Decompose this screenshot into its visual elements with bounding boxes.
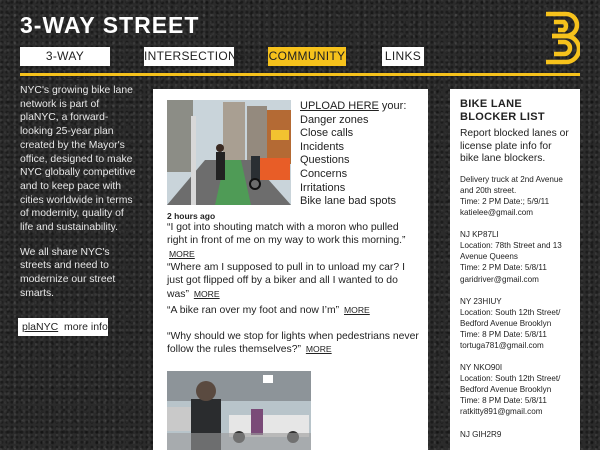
more-link[interactable]: MORE — [305, 344, 332, 355]
intro-paragraph: NYC's growing bike lane network is part of plaNYC, a forward-looking 25-year plan created by the Mayor's office, designed to make NYC globally competitive and to keep pace with cities worldwide in terms of modernity, quality of life and sustainability. — [20, 85, 136, 234]
report-line: Location: South 12th Street/ Bedford Avenue Brooklyn — [460, 307, 561, 328]
intro-paragraph: We all share NYC's streets and need to modernize our street smarts. — [20, 246, 116, 299]
community-feed-panel — [153, 89, 428, 450]
report-plate: NY 23HIUY — [460, 296, 502, 306]
more-link[interactable]: MORE — [193, 288, 220, 299]
upload-category: Questions — [300, 154, 350, 167]
blocker-list-title: BIKE LANE BLOCKER LIST — [460, 98, 545, 123]
blocker-report — [460, 429, 572, 440]
nav-3-way-street[interactable]: 3-WAY — [20, 47, 110, 66]
site-title: 3-WAY STREET — [20, 12, 200, 38]
report-line: Time: 8 PM Date: 5/8/11 — [460, 396, 547, 406]
more-link[interactable]: MORE — [169, 248, 195, 259]
blocker-report — [460, 362, 572, 417]
quote-text: “I got into shouting match with a moron who pulled right in front of me on my way to work this morning.” — [167, 222, 406, 247]
upload-suffix: your: — [378, 100, 407, 112]
quote-text: “A bike ran over my foot and now I’m” — [167, 305, 340, 316]
report-email[interactable]: ratkitty891@gmail.com — [460, 407, 543, 417]
more-info-label: more info — [64, 321, 108, 333]
nav-community[interactable]: COMMUNITY — [268, 47, 346, 66]
blocker-report — [460, 296, 572, 351]
report-line: Time: 2 PM Date:; 5/9/11 — [460, 196, 550, 206]
report-email[interactable]: tortuga781@gmail.com — [460, 341, 544, 350]
nav-intersections[interactable]: INTERSECTIONS — [144, 47, 234, 66]
blocker-report — [460, 174, 572, 218]
report-line: Delivery truck at 2nd Avenue and 20th street. — [460, 174, 563, 195]
upload-prompt — [300, 100, 422, 209]
upload-category: Bike lane bad spots — [300, 195, 397, 208]
quote-text: “Where am I supposed to pull in to unload my car? I just got flipped off by a biker and all I wanted to do was” — [167, 262, 405, 300]
upload-category: Danger zones — [300, 113, 369, 126]
planyc-brand: plaNYC — [22, 321, 59, 333]
nav-links[interactable]: LINKS — [382, 47, 424, 66]
intro-text — [20, 84, 138, 312]
post-timestamp: 2 hours ago — [167, 211, 216, 221]
blocker-report — [460, 229, 572, 284]
more-link[interactable]: MORE — [344, 305, 370, 315]
report-line: Location: South 12th Street/ Bedford Avenue Brooklyn — [460, 374, 561, 395]
quote-text: “Why should we stop for lights when pedestrians never follow the rules themselves?” — [167, 331, 419, 356]
street-photo — [167, 100, 291, 205]
report-line: Time: 2 PM Date: 5/8/11 — [460, 263, 547, 273]
report-line: Location: 78th Street and 13 Avenue Queens — [460, 241, 562, 262]
upload-category: Concerns — [300, 167, 348, 180]
street-photo — [167, 371, 311, 450]
upload-category: Irritations — [300, 181, 346, 194]
upload-here-link[interactable]: UPLOAD HERE — [300, 100, 379, 112]
report-line: Time: 8 PM Date: 5/8/11 — [460, 329, 547, 339]
report-email[interactable]: garidriver@gmail.com — [460, 274, 539, 284]
blocker-list-description: Report blocked lanes or license plate info for bike lane blockers. — [460, 128, 569, 165]
planyc-more-info-link[interactable] — [18, 318, 108, 336]
report-plate: NY NKO90I — [460, 363, 503, 373]
report-plate: NJ GIH2R9 — [460, 429, 502, 439]
report-email[interactable]: katielee@gmail.com — [460, 208, 533, 218]
feed-quote — [167, 330, 419, 357]
number-three-logo-icon — [540, 8, 580, 70]
feed-quote — [167, 304, 419, 317]
feed-quote — [167, 261, 419, 301]
nav-divider — [20, 73, 580, 76]
upload-category: Close calls — [300, 127, 354, 140]
blocker-list-panel — [450, 89, 580, 450]
report-plate: NJ KP87LI — [460, 230, 499, 240]
upload-category: Incidents — [300, 140, 345, 153]
feed-quote — [167, 221, 419, 261]
